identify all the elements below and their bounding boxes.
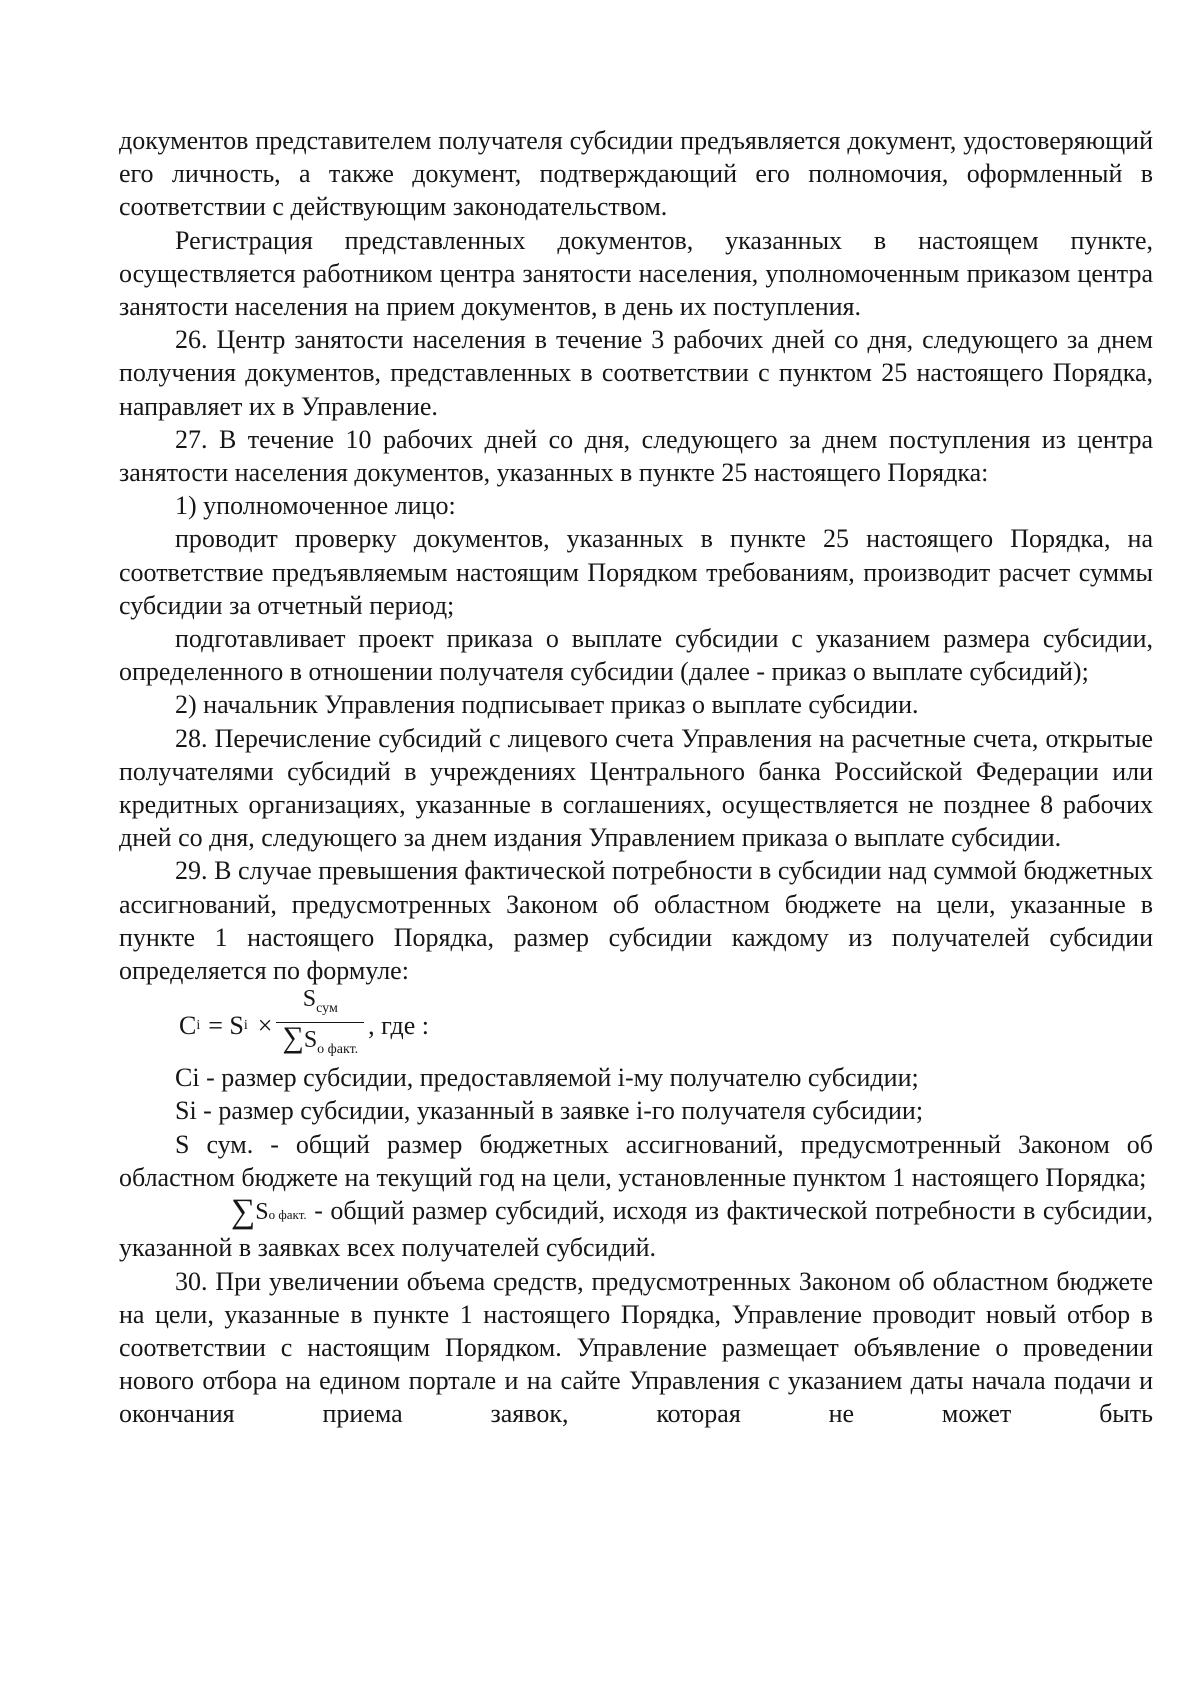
paragraph: 2) начальник Управления подписывает приказ о выплате субсидии. bbox=[175, 690, 919, 720]
formula-fraction bbox=[276, 986, 364, 1065]
sigma-symbol: ∑ bbox=[231, 1193, 256, 1231]
sum-symbol bbox=[175, 1195, 307, 1231]
formula-num-s: S bbox=[302, 985, 317, 1012]
formula-denominator bbox=[276, 1020, 364, 1065]
sigma-symbol: ∑ bbox=[282, 1020, 304, 1054]
subsidy-formula bbox=[179, 985, 1153, 1059]
paragraph: Si - размер субсидии, указанный в заявке i-го получателя субсидии; bbox=[175, 1096, 924, 1126]
paragraph: проводит проверку документов, указанных в пункте 25 настоящего Порядка, на соответствие предъявляемым настоящим Порядком требованиям, производит расчет суммы субсидии за отчетный период; bbox=[119, 524, 1153, 620]
paragraph: подготавливает проект приказа о выплате субсидии с указанием размера субсидии, определенного в отношении получателя субсидии (далее - приказ о выплате субсидий); bbox=[119, 624, 1153, 687]
paragraph: 29. В случае превышения фактической потребности в субсидии над суммой бюджетных ассигнований, предусмотренных Законом об областном бюджете на цели, указанные в пункте 1 настоящего Порядка, размер субсидии каждому из получателей субсидии определяется по формуле: bbox=[119, 856, 1153, 986]
sum-s: S bbox=[255, 1199, 269, 1226]
paragraph: Ci - размер субсидии, предоставляемой i-му получателю субсидии; bbox=[175, 1063, 919, 1093]
paragraph: S сум. - общий размер бюджетных ассигнований, предусмотренный Законом об областном бюджете на текущий год на цели, установленные пунктом 1 настоящего Порядка; bbox=[119, 1129, 1153, 1192]
paragraph: 30. При увеличении объема средств, предусмотренных Законом об областном бюджете на цели, указанные в пункте 1 настоящего Порядка, Управление проводит новый отбор в соответствии с настоящим Порядком. Управление размещает объявление о проведении нового отбора на едином портале и на сайте Управления с указанием даты начала подачи и окончания приема заявок, которая не может быть bbox=[119, 1266, 1153, 1429]
document-body bbox=[119, 124, 1153, 1431]
formula-num-sub: сум bbox=[316, 1000, 338, 1016]
formula-eq: = S bbox=[208, 1010, 244, 1040]
formula-s-sub: i bbox=[243, 1017, 248, 1033]
paragraph: 26. Центр занятости населения в течение 3 рабочих дней со дня, следующего за днем получения документов, представленных в соответствии с пунктом 25 настоящего Порядка, направляет их в Управление. bbox=[119, 325, 1153, 421]
sum-sub: о факт. bbox=[268, 1207, 307, 1223]
formula-lhs-sub: i bbox=[196, 1017, 201, 1033]
paragraph: 1) уполномоченное лицо: bbox=[175, 491, 456, 521]
paragraph: документов представителем получателя субсидии предъявляется документ, удостоверяющий его личность, а также документ, подтверждающий его полномочия, оформленный в соответствии с действующим законодательством. bbox=[119, 126, 1153, 222]
formula-lhs: C bbox=[179, 1010, 197, 1040]
paragraph: 28. Перечисление субсидий с лицевого счета Управления на расчетные счета, открытые получателями субсидий в учреждениях Центрального банка Российской Федерации или кредитных организациях, указанные в соглашениях, осуществляется не позднее 8 рабочих дней со дня, следующего за днем издания Управлением приказа о выплате субсидии. bbox=[119, 723, 1153, 853]
formula-times: × bbox=[257, 1010, 273, 1040]
sum-definition-text: - общий размер субсидий, исходя из фактической потребности в субсидии, указанной в заявках всех получателей субсидий. bbox=[119, 1196, 1153, 1263]
paragraph: 27. В течение 10 рабочих дней со дня, следующего за днем поступления из центра занятости населения документов, указанных в пункте 25 настоящего Порядка: bbox=[119, 424, 1153, 488]
formula-den-s: S bbox=[303, 1026, 318, 1053]
paragraph: Регистрация представленных документов, указанных в настоящем пункте, осуществляется работником центра занятости населения, уполномоченным приказом центра занятости населения на прием документов, в день их поступления. bbox=[119, 225, 1153, 322]
formula-den-sub: о факт. bbox=[317, 1041, 359, 1057]
formula-where: , где : bbox=[368, 1010, 430, 1040]
formula-numerator bbox=[297, 986, 344, 1022]
paragraph-sum-definition bbox=[119, 1194, 1153, 1264]
